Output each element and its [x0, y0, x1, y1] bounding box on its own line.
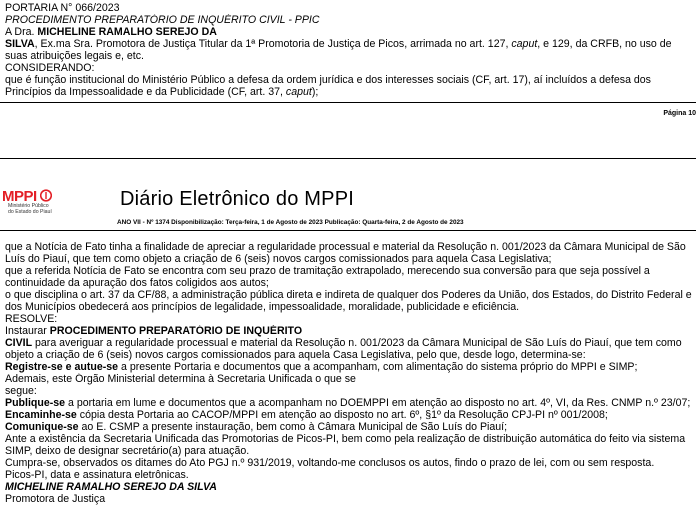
body-line-3: que a referida Notícia de Fato se encontra com seu prazo de tramitação extrapolado, merecendo sua conversão para que seja possível a — [5, 265, 650, 277]
caput-italic: caput — [511, 38, 538, 50]
registre-bold: Registre-se e autue-se — [5, 361, 119, 373]
addressee-name-1: MICHELINE RAMALHO SEREJO DA — [37, 26, 217, 38]
instaurar-text: Instaurar — [5, 325, 50, 337]
caput-italic-2: caput — [285, 86, 312, 98]
body-line-17: Ante a existência da Secretaria Unificada das Promotorias de Picos-PI, bem como pela realização de distribuição automática do feito via sistema — [5, 433, 686, 445]
body-line-15-text: cópia desta Portaria ao CACOP/MPPI em atenção ao disposto no art. 6º, §1º da Resolução CPJ-PI nº 001/2008; — [76, 409, 608, 421]
body-line-6: dos Municípios obedecerá aos princípios de legalidade, impessoalidade, moralidade, publicidade e eficiência. — [5, 301, 520, 313]
body-line-14-text: a portaria em lume e documentos que a acompanham no DOEMPPI em atenção ao disposto no art. 4º, VI, da Res. CNMP n.º 23/07; — [65, 397, 691, 409]
body-line-15 — [5, 409, 692, 421]
considerando-line-2 — [5, 86, 692, 98]
considerando-text-2b: ); — [311, 86, 319, 98]
body-line-18: SIMP, deixo de designar secretário(a) para atuação. — [5, 445, 250, 457]
body-line-4: continuidade da apuração dos fatos coligidos aos autos; — [5, 277, 269, 289]
addressee-prefix: A Dra. — [5, 26, 38, 38]
page-bottom-rule — [0, 102, 696, 103]
body-line-20: Picos-PI, data e assinatura eletrônicas. — [5, 469, 189, 481]
body-line-8 — [5, 325, 692, 337]
body-line-1: que a Notícia de Fato tinha a finalidade de apreciar a regularidade processual e material da Resolução n. 001/2023 da Câmara Municipal de São — [5, 241, 686, 253]
body-line-16-text: ao E. CSMP a presente instauração, bem como à Câmara Municipal de São Luís do Piauí; — [78, 421, 508, 433]
scales-icon — [40, 189, 52, 202]
journal-title: Diário Eletrônico do MPPI — [120, 188, 354, 210]
body-line-16 — [5, 421, 692, 433]
civil-bold: CIVIL — [5, 337, 33, 349]
considerando-line-1: que é função institucional do Ministério Público a defesa da ordem jurídica e dos interesses sociais (CF, art. 17), aí incluídos a defesa dos — [5, 74, 651, 86]
logo-sub-1: Ministério Público — [8, 203, 49, 209]
issue-pub-date: Quarta-feira, 2 de Agosto de 2023 — [362, 219, 464, 226]
addressee-line-2 — [5, 38, 692, 50]
addressee-text-2: , e 129, da CRFB, no uso de — [537, 38, 672, 50]
logo-sub-2: do Estado do Piauí — [8, 208, 52, 215]
signer-role: Promotora de Justiça — [5, 493, 106, 505]
body-line-11 — [5, 361, 692, 373]
body-line-13: segue: — [5, 385, 37, 397]
procedure-type: PROCEDIMENTO PREPARATÓRIO DE INQUÉRITO CIVIL - PPIC — [5, 14, 320, 26]
issue-pub-label: Publicação: — [322, 219, 363, 226]
addressee-text-1: , Ex.ma Sra. Promotora de Justiça Titular da 1ª Promotoria de Justiça de Picos, arrimada no art. 127, — [34, 38, 512, 50]
considerando-heading: CONSIDERANDO: — [5, 62, 95, 74]
publique-bold: Publique-se — [5, 397, 66, 409]
body-line-12: Ademais, este Órgão Ministerial determina à Secretaria Unificada o que se — [5, 373, 356, 385]
portaria-number: PORTARIA N° 066/2023 — [5, 2, 120, 14]
signer-name: MICHELINE RAMALHO SEREJO DA SILVA — [5, 481, 217, 493]
addressee-line-1 — [5, 26, 692, 38]
addressee-name-2: SILVA — [5, 38, 35, 50]
header-rule — [0, 230, 696, 231]
body-line-9 — [5, 337, 692, 349]
considerando-text-2a: Princípios da Impessoalidade e da Publicidade (CF, art. 37, — [5, 86, 286, 98]
body-line-14 — [5, 397, 692, 409]
body-line-19: Cumpra-se, observados os ditames do Ato PGJ n.º 931/2019, voltando-me conclusos os autos, findo o prazo de lei, com ou sem resposta. — [5, 457, 655, 469]
logo-text: MPPI — [2, 188, 37, 205]
issue-meta — [117, 219, 464, 226]
procedimento-bold: PROCEDIMENTO PREPARATÓRIO DE INQUÉRITO — [49, 325, 303, 337]
body-line-5: o que disciplina o art. 37 da CF/88, a administração pública direta e indireta de qualquer dos Poderes da União, dos Estados, do Distrito Federal e — [5, 289, 692, 301]
body-line-9-text: para averiguar a regularidade processual e material da Resolução n. 001/2023 da Câmara Municipal de São Luís do Piauí, que tem como — [32, 337, 682, 349]
page-top-rule — [0, 158, 696, 159]
issue-ano: ANO VII - Nº 1374 Disponibilização: — [117, 219, 226, 226]
body-line-2: Luís do Piauí, que tem como objeto a criação de 6 (seis) novos cargos comissionados para aquela Casa Legislativa; — [5, 253, 552, 265]
encaminhe-bold: Encaminhe-se — [5, 409, 77, 421]
resolve-heading: RESOLVE: — [5, 313, 58, 325]
page-number: Página 10 — [663, 110, 696, 117]
logo-mark — [2, 189, 64, 204]
comunique-bold: Comunique-se — [5, 421, 79, 433]
issue-disp-date: Terça-feira, 1 de Agosto de 2023 — [225, 219, 323, 226]
mppi-logo — [2, 189, 64, 219]
body-line-10: objeto a criação de 6 (seis) novos cargos comissionados para aquela Casa Legislativa, pelo que, desde logo, determina-se: — [5, 349, 586, 361]
addressee-line-3: suas atribuições legais e, etc. — [5, 50, 144, 62]
body-line-11-text: a presente Portaria e documentos que a acompanham, com alimentação do sistema próprio do MPPI e SIMP; — [118, 361, 638, 373]
